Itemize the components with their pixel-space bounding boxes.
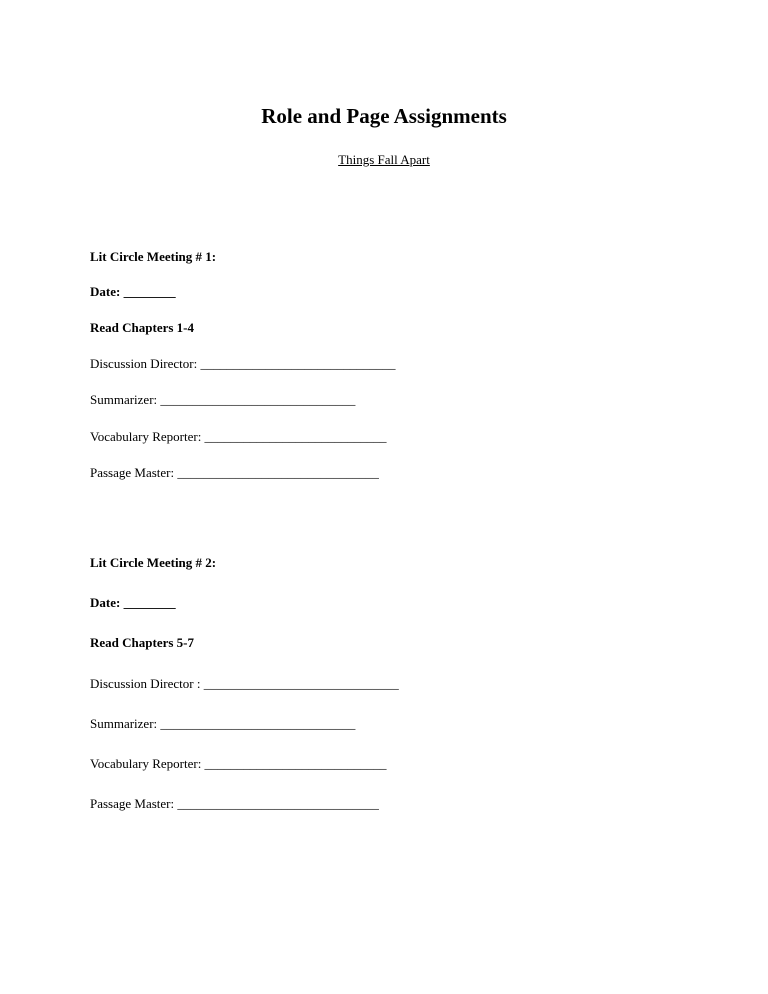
meeting-reading: Read Chapters 1-4 <box>90 320 194 335</box>
page-title: Role and Page Assignments <box>261 104 507 128</box>
meeting-heading: Lit Circle Meeting # 1: <box>90 249 217 264</box>
book-title: Things Fall Apart <box>338 152 430 167</box>
role-discussion-director: Discussion Director : ______________________________ <box>90 676 399 691</box>
role-passage-master: Passage Master: _______________________________ <box>90 465 379 480</box>
role-summarizer: Summarizer: ______________________________ <box>90 392 356 407</box>
role-passage-master: Passage Master: _______________________________ <box>90 796 379 811</box>
meeting-date: Date: ________ <box>90 284 176 299</box>
meeting-heading: Lit Circle Meeting # 2: <box>90 555 217 570</box>
role-discussion-director: Discussion Director: ______________________________ <box>90 356 396 371</box>
role-summarizer: Summarizer: ______________________________ <box>90 716 356 731</box>
role-vocabulary-reporter: Vocabulary Reporter: ____________________________ <box>90 429 387 444</box>
meeting-date: Date: ________ <box>90 595 176 610</box>
role-vocabulary-reporter: Vocabulary Reporter: ____________________________ <box>90 756 387 771</box>
meeting-reading: Read Chapters 5-7 <box>90 635 194 650</box>
